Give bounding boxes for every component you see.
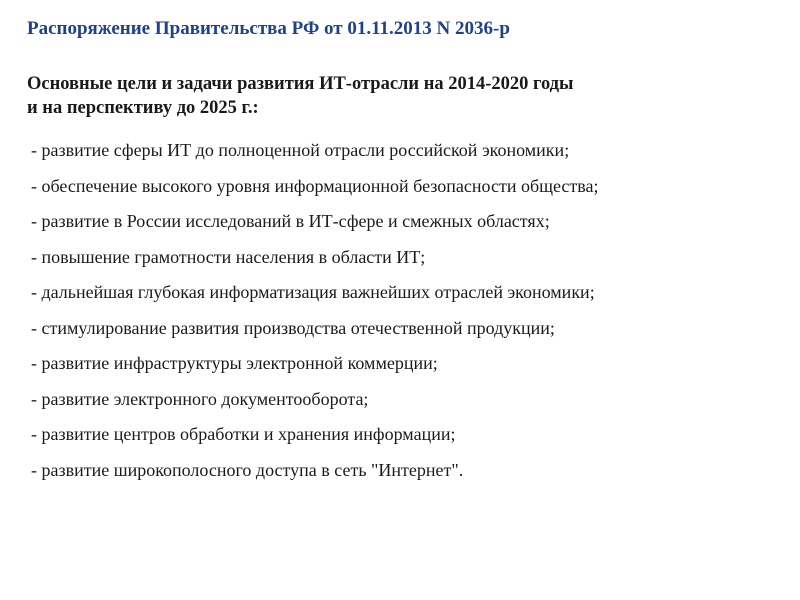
list-item: - развитие электронного документооборота; [31, 388, 369, 409]
list-item: - развитие инфраструктуры электронной коммерции; [31, 353, 438, 373]
list-item: - развитие сферы ИТ до полноценной отрасли российской экономики; [31, 140, 570, 160]
list-item: - развитие центров обработки и хранения информации; [31, 424, 456, 444]
list-item: - стимулирование развития производства отечественной продукции; [31, 317, 555, 338]
goals-list [31, 138, 599, 493]
section-heading-line-1: Основные цели и задачи развития ИТ-отрасли на 2014-2020 годы [27, 74, 574, 94]
list-item: - дальнейшая глубокая информатизация важнейших отраслей экономики; [31, 282, 595, 302]
list-item: - обеспечение высокого уровня информационной безопасности общества; [31, 175, 599, 196]
list-item: - развитие в России исследований в ИТ-сфере и смежных областях; [31, 211, 550, 231]
list-item: - развитие широкополосного доступа в сеть "Интернет". [31, 459, 464, 480]
list-item: - повышение грамотности населения в области ИТ; [31, 246, 426, 267]
document-title: Распоряжение Правительства РФ от 01.11.2013 N 2036-р [27, 18, 510, 39]
section-heading [27, 72, 573, 120]
section-heading-line-2: и на перспективу до 2025 г.: [27, 98, 259, 118]
